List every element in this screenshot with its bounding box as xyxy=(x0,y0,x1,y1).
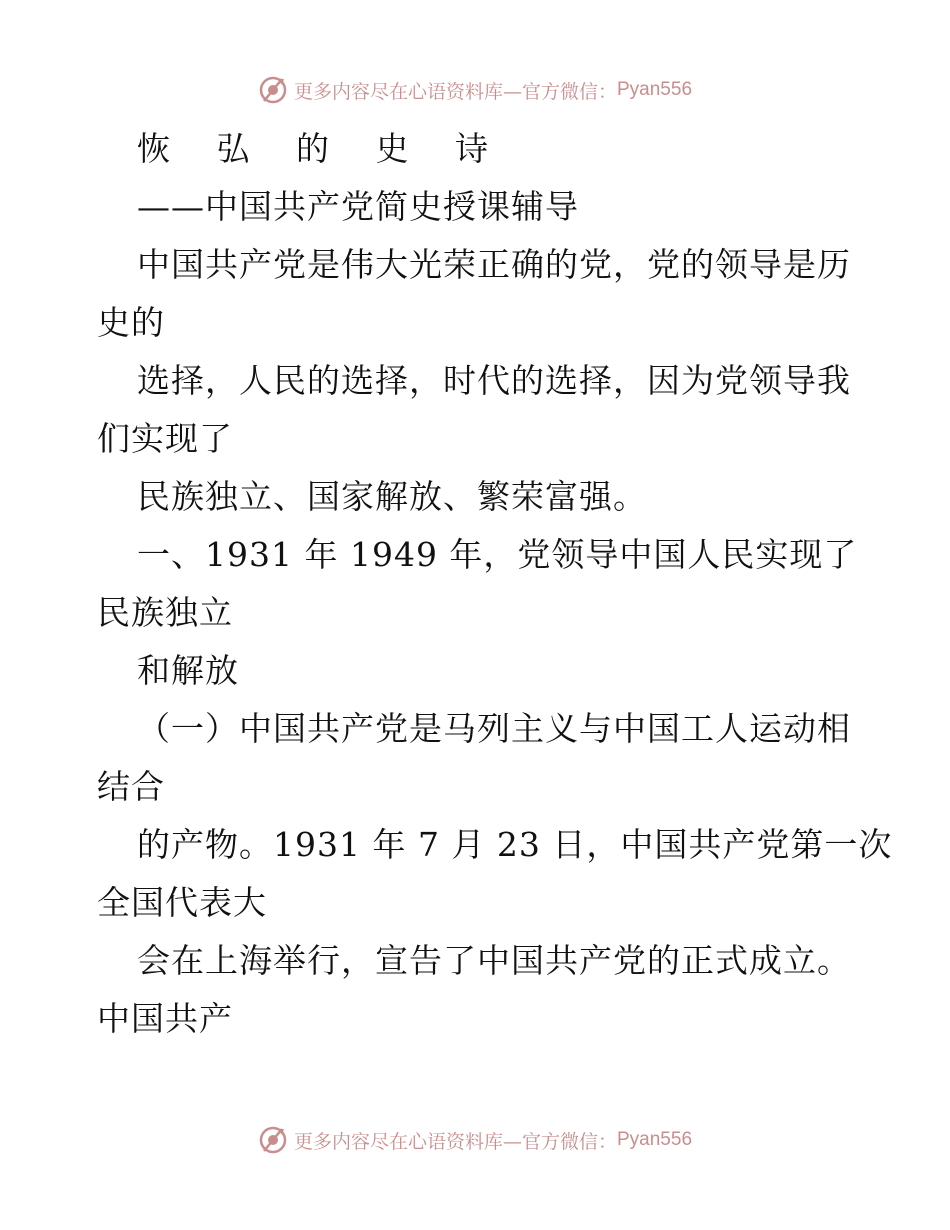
paragraph-line: 的产物。1931 年 7 月 23 日，中国共产党第一次 xyxy=(137,825,893,864)
paragraph-line: 史的 xyxy=(97,303,165,342)
paragraph-line: 和解放 xyxy=(137,651,239,690)
quill-logo-icon xyxy=(258,75,288,105)
document-subtitle: ——中国共产党简史授课辅导 xyxy=(137,187,579,226)
paragraph-line: 中国共产党是伟大光荣正确的党，党的领导是历 xyxy=(137,245,851,284)
paragraph-line: 全国代表大 xyxy=(97,883,267,922)
document-title: 恢 弘 的 史 诗 xyxy=(137,129,506,168)
paragraph-line: 会在上海举行，宣告了中国共产党的正式成立。 xyxy=(137,941,851,980)
paragraph-line: 选择，人民的选择，时代的选择，因为党领导我 xyxy=(137,361,851,400)
paragraph-line: （一）中国共产党是马列主义与中国工人运动相 xyxy=(137,709,851,748)
paragraph-line: 结合 xyxy=(97,767,165,806)
paragraph-line: 中国共产 xyxy=(97,999,233,1038)
header-watermark xyxy=(0,70,950,110)
footer-watermark xyxy=(0,1120,950,1160)
quill-logo-icon xyxy=(258,1125,288,1155)
watermark-id: Pyan556 xyxy=(617,79,693,100)
watermark-id: Pyan556 xyxy=(617,1129,693,1150)
paragraph-line: 们实现了 xyxy=(97,419,233,458)
paragraph-line: 民族独立、国家解放、繁荣富强。 xyxy=(137,477,647,516)
document-body xyxy=(97,120,893,1048)
watermark-text: 更多内容尽在心语资料库—官方微信： xyxy=(293,1130,617,1153)
watermark-text: 更多内容尽在心语资料库—官方微信： xyxy=(293,80,617,103)
paragraph-line: 一、1931 年 1949 年，党领导中国人民实现了 xyxy=(137,535,858,574)
paragraph-line: 民族独立 xyxy=(97,593,233,632)
